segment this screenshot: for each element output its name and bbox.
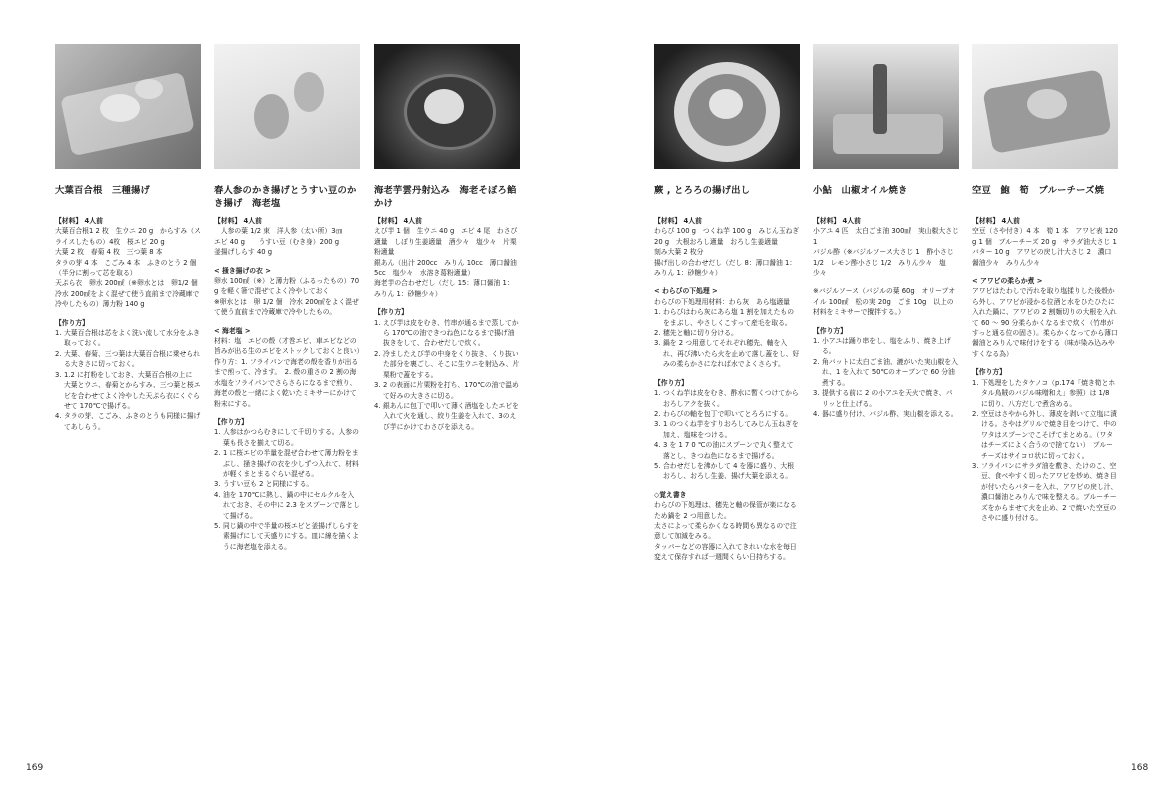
recipe-column-5 (813, 44, 959, 419)
section-heading: ◇覚え書き (654, 490, 687, 499)
step-item: 3. 提供する前に 2 の小アユを天火で焼き、パリッと仕上げる。 (813, 389, 953, 408)
left-page (0, 0, 586, 794)
recipe-section (813, 286, 959, 317)
recipe-photo (374, 44, 520, 169)
step-text: 1 のつくね芋をすりおろしてみじん玉ねぎを加え、塩味をつける。 (663, 420, 799, 439)
step-text: 1 に桜エビの半量を混ぜ合わせて薄力粉をまぶし、掻き揚げの衣を少しずつ入れて、材料が軽くまとまるぐらい混ぜる。 (223, 449, 359, 478)
step-item: 1. えび芋は皮をむき、竹串が通るまで蒸してから 170℃の油できつね色になるまで揚げ油抜きをして、合わせだしで炊く。 (374, 318, 519, 348)
text-line: 太さによって柔らかくなる時間も異なるので注意して加減をみる。 (654, 521, 797, 541)
step-item: 4. 油を 170℃に熱し、鍋の中にセルクルを入れておき、その中に 2.3 をスプーンで落として揚げる。 (214, 490, 360, 520)
recipe-section (374, 307, 520, 432)
recipe-section (214, 326, 364, 409)
step-text: 合わせだしを沸かして 4 を器に盛り、大根おろし、おろし生姜、揚げ大葉を添える。 (663, 461, 794, 481)
text-line: 大葉 2 枚 春菊 4 枚 三つ葉 8 本 (55, 248, 163, 257)
text-line: わらび 100 g つくね芋 100 g みじん玉ねぎ 20 g 大根おろし適量 おろし生姜適量 (654, 227, 802, 246)
step-text: 冷ましたえび芋の中身をくり抜き、くり抜いた部分を裏ごし、そこに生ウニを射込み、片栗粉で蓋をする。 (383, 349, 520, 379)
section-heading: 【材料】 4人前 (374, 217, 422, 225)
recipe-section (214, 216, 360, 258)
recipe-photo (813, 44, 959, 169)
step-text: わらびはわら灰にあら塩 1 割を加えたものをまぶし、やさしくこすって産毛を取る。 (663, 308, 794, 327)
recipe-section (813, 216, 959, 278)
step-item: 1. つくね芋は皮をむき、酢水に暫くつけてからおろしアクを抜く。 (654, 389, 799, 408)
step-item: 2. 大葉、春菊、三つ葉は大葉百合根に乗せられる大きさに切っておく。 (55, 349, 200, 369)
section-heading: 【作り方】 (374, 308, 408, 317)
recipe-section (55, 216, 205, 310)
section-heading: < 掻き揚げの衣 > (214, 266, 271, 275)
step-text: 2 の表面に片栗粉を打ち、170℃の油で温めて好みの大きさに切る。 (383, 381, 519, 400)
section-heading: 【材料】 4人前 (813, 217, 861, 225)
step-text: 穂先と軸に切り分ける。 (663, 329, 738, 338)
step-list (374, 318, 520, 432)
section-heading: 【作り方】 (813, 326, 847, 335)
recipe-section (972, 367, 1118, 523)
step-text: えび芋は皮をむき、竹串が通るまで蒸してから 170℃の油できつね色になるまで揚げ油抜きをして、合わせだしで炊く。 (383, 318, 519, 348)
page-number-left: 169 (26, 763, 44, 773)
recipe-section (374, 216, 520, 299)
step-item: 3. 1 のつくね芋をすりおろしてみじん玉ねぎを加え、塩味をつける。 (654, 420, 799, 439)
recipe-section (654, 490, 800, 563)
text-line: わらびの下処理用材料：わら灰 あら塩適量 (654, 297, 790, 306)
text-line: エビ 40 g うすい豆（むき身）200 g (214, 237, 340, 246)
page-number-right: 168 (1131, 763, 1149, 773)
step-list (813, 336, 959, 419)
section-heading: 【材料】 4人前 (214, 217, 262, 225)
text-line: わらびの下処理は、穂先と軸の保管が楽になるため鍋を 2 つ用意した。 (654, 501, 797, 520)
step-list (654, 388, 800, 482)
recipe-body (55, 216, 205, 432)
step-item: 2. わらびの軸を包丁で叩いてとろろにする。 (654, 409, 793, 418)
text-line: タラの芽 4 本 こごみ 4 本 ふきのとう 2 個（半分に割って芯を取る） (55, 258, 197, 278)
step-item: 2. 冷ましたえび芋の中身をくり抜き、くり抜いた部分を裏ごし、そこに生ウニを射込み、片栗粉で蓋をする。 (374, 349, 520, 379)
step-list (972, 378, 1118, 524)
recipe-body (813, 216, 959, 419)
step-text: 1.2 に打粉をしておき、大葉百合根の上に 大葉とウニ、春菊とからすみ、三つ葉と桜エビを合わせてよく冷やした天ぷら衣にくぐらせて 170℃で揚げる。 (64, 370, 201, 410)
recipe-section (972, 216, 1118, 268)
section-heading: 【作り方】 (55, 318, 89, 327)
step-item: 2. 穂先と軸に切り分ける。 (654, 329, 738, 338)
recipe-column-3 (374, 44, 520, 432)
recipe-section (972, 276, 1118, 359)
step-text: 器に盛り付け、バジル酢、実山椒を添える。 (822, 409, 958, 418)
recipe-title: 大葉百合根 三種揚げ (55, 185, 150, 196)
section-heading: < 海老塩 > (214, 326, 251, 335)
step-text: 角バットに太白ごま油、漉がいた実山椒を入れ、1 を入れて 50℃のオーブンで 60 分油煮する。 (822, 357, 958, 387)
recipe-title: 蕨 , とろろの揚げ出し (654, 185, 751, 196)
section-heading: 【材料】 4人前 (55, 217, 103, 225)
text-line: 天ぷら衣 卵水 200㎖（※卵水とは 卵1/2 個 冷水 200㎖をよく混ぜて使う直前まで冷蔵庫で冷やしたもの）薄力粉 140 g (55, 279, 205, 309)
section-heading: < アワビの柔らか煮 > (972, 277, 1043, 286)
recipe-body (374, 216, 520, 432)
step-text: 油を 170℃に熱し、鍋の中にセルクルを入れておき、その中に 2.3 をスプーンで落として揚げる。 (223, 490, 360, 520)
text-line: 大葉百合根1 2 枚 生ウニ 20 g からすみ（スライスしたもの）4枚 桜エビ 20 g (55, 227, 201, 246)
section-heading: 【作り方】 (214, 417, 248, 426)
step-item: 3. 2 の表面に片栗粉を打ち、170℃の油で温めて好みの大きさに切る。 (374, 381, 519, 400)
recipe-body (654, 216, 800, 563)
step-text: フライパンにサラダ油を敷き、たけのこ、空豆、食べやすく切ったアワビを炒め、焼き目が付いたらバターを入れ、アワビの戻し汁、濃口醤油とみりんで味を整える。ブルーチーズをからませて火を止め、2 で焼いた空豆のさやに盛り付ける。 (981, 461, 1118, 522)
text-line: 小アユ 4 匹 太白ごま油 300㎖ 実山椒大さじ 1 (813, 227, 961, 246)
step-item: 4. タラの芽、こごみ、ふきのとうも同様に揚げてあしらう。 (55, 412, 201, 431)
step-text: タラの芽、こごみ、ふきのとうも同様に揚げてあしらう。 (64, 412, 201, 431)
recipe-photo (972, 44, 1118, 169)
step-text: わらびの軸を包丁で叩いてとろろにする。 (663, 409, 793, 418)
section-heading: 【材料】 4人前 (654, 217, 702, 225)
step-text: つくね芋は皮をむき、酢水に暫くつけてからおろしアクを抜く。 (663, 389, 799, 408)
section-heading: 【材料】 4人前 (972, 217, 1020, 225)
text-line: 卵水 100㎖（※）と薄力粉（ふるったもの）70 g を軽く箸で混ぜてよく冷やしておく (214, 277, 362, 296)
step-item: 1. 人参はかつらむきにして千切りする。人参の葉も長さを揃えて切る。 (214, 428, 359, 447)
step-item: 1. 下処理をしたタケノコ（p.174「焼き筍とホタル烏賊のバジル味噌和え」参照）は 1/8 に切り、八方だしで煮含める。 (972, 378, 1116, 408)
text-line: アワビはたわしで汚れを取り塩揉りした後殻から外し、アワビが浸かる位酒と水をひたひたに入れた鍋に、アワビの 2 割麺切りの大根を入れて 60 ～ 90 分柔らかくなるまで炊く（竹串がすっと通る位の固さ）。柔らかくなってから薄口醤油とみりんで味付けをする（味が染み込みやすくなる為） (972, 287, 1118, 358)
text-line: 揚げ出しの合わせだし（だし 8：薄口醤油 1：みりん 1：砂糖少々） (654, 258, 797, 278)
text-line: 釜揚げしらす 40 g (214, 248, 273, 257)
recipe-body (972, 216, 1118, 523)
recipe-section (214, 266, 360, 318)
text-line: ※卵水とは 卵 1/2 個 冷水 200㎖をよく混ぜて使う直前まで冷蔵庫で冷やしたもの。 (214, 297, 359, 317)
step-item: 3. 鍋を 2 つ用意してそれぞれ穂先、軸を入れ、再び沸いたら火を止めて落し蓋をし、好みの柔らかさになれば水でよくさらす。 (654, 339, 800, 369)
step-text: うすい豆も 2 と同様にする。 (223, 480, 314, 489)
step-text: 空豆はさやから外し、薄皮を剥いて立塩に漬ける。さやはグリルで焼き目をつけて、中のワタはスプーンでこそげてまとめる。（ワタはチーズによく合うので捨てない） ブルーチーズはサイコロ状に切っておく。 (981, 409, 1117, 460)
step-item: 3. フライパンにサラダ油を敷き、たけのこ、空豆、食べやすく切ったアワビを炒め、焼き目が付いたらバターを入れ、アワビの戻し汁、濃口醤油とみりんで味を整える。ブルーチーズをからませて火を止め、2 で焼いた空豆のさやに盛り付ける。 (972, 461, 1118, 522)
recipe-body (214, 216, 364, 552)
recipe-photo (654, 44, 800, 169)
text-line: 空豆（さや付き）4 本 筍 1 本 アワビ表 120 g 1 個 ブルーチーズ 20 g サラダ油大さじ 1 (972, 227, 1120, 246)
step-item: 3. 1.2 に打粉をしておき、大葉百合根の上に 大葉とウニ、春菊とからすみ、三つ葉と桜エビを合わせてよく冷やした天ぷら衣にくぐらせて 170℃で揚げる。 (55, 370, 201, 410)
step-text: 下処理をしたタケノコ（p.174「焼き筍とホタル烏賊のバジル味噌和え」参照）は 1/8 に切り、八方だしで煮含める。 (981, 378, 1116, 408)
step-item: 1. わらびはわら灰にあら塩 1 割を加えたものをまぶし、やさしくこすって産毛を取る。 (654, 308, 794, 327)
recipe-photo (55, 44, 201, 169)
step-item: 4. 3 を 1 7 0 ℃の油にスプーンで丸く整えて落とし、きつね色になるまで揚げる。 (654, 441, 794, 460)
text-line: 銀あん（出汁 200cc みりん 10cc 薄口醤油 5cc 塩少々 水溶き葛粉適量） (374, 258, 520, 278)
text-line: タッパーなどの容器に入れてきれいな水を毎日変えて保存すれば一週間くらい日持ちする。 (654, 542, 797, 562)
recipe-column-1 (55, 44, 205, 432)
step-list (214, 427, 360, 552)
step-item: 2. 空豆はさやから外し、薄皮を剥いて立塩に漬ける。さやはグリルで焼き目をつけて、中のワタはスプーンでこそげてまとめる。（ワタはチーズによく合うので捨てない） ブルーチーズはサイコロ状に切っておく。 (972, 409, 1117, 460)
section-heading: 【作り方】 (654, 378, 688, 387)
recipe-column-4 (654, 44, 800, 563)
text-line: 海老芋の合わせだし（だし 15：薄口醤油 1：みりん 1：砂糖少々） (374, 279, 514, 298)
step-item: 5. 合わせだしを沸かして 4 を器に盛り、大根おろし、おろし生姜、揚げ大葉を添える。 (654, 461, 794, 481)
step-item: 2. 角バットに太白ごま油、漉がいた実山椒を入れ、1 を入れて 50℃のオーブンで 60 分油煮する。 (813, 357, 958, 387)
step-item: 3. うすい豆も 2 と同様にする。 (214, 480, 314, 489)
recipe-title: 小鮎 山椒オイル焼き (813, 185, 908, 196)
text-line: 作り方：1. フライパンで海老の殻を香りが出るまで煎って、冷ます。 2. 殻の重さの 2 割の海水塩をフライパンでさらさらになるまで煎り、海老の殻と一緒によく乾いたミキサーにかけて粉末にする。 (214, 357, 359, 408)
step-text: 大葉百合根は芯をよく洗い流して水分をふき取っておく。 (64, 329, 200, 348)
recipe-title: 空豆 鮑 筍 ブルーチーズ焼 (972, 185, 1105, 196)
recipe-column-6 (972, 44, 1118, 523)
step-text: 大葉、春菊、三つ葉は大葉百合根に乗せられる大きさに切っておく。 (64, 349, 200, 369)
step-item: 4. 器に盛り付け、バジル酢、実山椒を添える。 (813, 409, 958, 418)
recipe-column-2 (214, 44, 364, 552)
step-list (654, 307, 800, 369)
section-heading: 【作り方】 (972, 368, 1006, 377)
recipe-section (214, 417, 360, 552)
text-line: バター 10 g アワビの戻し汁大さじ 2 濃口醤油少々 みりん少々 (972, 248, 1112, 267)
step-text: 小アユは踊り串をし、塩をふり、焼き上げる。 (822, 337, 951, 356)
text-line: 材料：塩 エビの殻（才巻エビ、車エビなどの旨みが出る生のエビをストックしておくと良い） (214, 337, 364, 356)
step-item: 1. 小アユは踊り串をし、塩をふり、焼き上げる。 (813, 337, 951, 356)
text-line: 人参の葉 1/2 束 洋人参（太い所）3㎝ (214, 227, 343, 236)
text-line: ※バジルソース（バジルの葉 60g オリーブオイル 100㎖ 松の実 20g ごま 10g 以上の材料をミキサーで攪拌する。） (813, 287, 956, 317)
recipe-photo (214, 44, 360, 169)
recipe-title: 春人参のかき揚げとうすい豆のかき揚げ 海老塩 (214, 185, 357, 209)
step-list (55, 328, 201, 432)
recipe-section (813, 326, 959, 420)
right-page (587, 0, 1173, 794)
recipe-section (654, 378, 800, 482)
step-item: 5. 同じ鍋の中で半量の桜エビと釜揚げしらすを素揚げにして天盛りにする。皿に線を描くように海老塩を添える。 (214, 521, 359, 551)
text-line: バジル酢（※バジルソース大さじ 1 酢小さじ 1/2 レモン酢小さじ 1/2 みりん少々 塩少々 (813, 248, 956, 278)
recipe-section (654, 216, 800, 278)
step-text: 同じ鍋の中で半量の桜エビと釜揚げしらすを素揚げにして天盛りにする。皿に線を描くように海老塩を添える。 (223, 521, 359, 551)
step-text: 提供する前に 2 の小アユを天火で焼き、パリッと仕上げる。 (822, 389, 953, 408)
recipe-section (654, 286, 800, 369)
text-line: えび芋 1 個 生ウニ 40 g エビ 4 尾 わさび適量 しぼり生姜適量 酒少々 塩少々 片栗粉適量 (374, 227, 518, 257)
step-text: 3 を 1 7 0 ℃の油にスプーンで丸く整えて落とし、きつね色になるまで揚げる。 (663, 441, 794, 460)
step-text: 人参はかつらむきにして千切りする。人参の葉も長さを揃えて切る。 (223, 428, 359, 447)
section-heading: < わらびの下処理 > (654, 287, 718, 296)
step-text: 銀あんに包丁で叩いて薄く酒塩をしたエビを入れて火を通し、絞り生姜を入れて、3のえび芋にかけてわさびを添える。 (383, 401, 519, 431)
step-text: 鍋を 2 つ用意してそれぞれ穂先、軸を入れ、再び沸いたら火を止めて落し蓋をし、好みの柔らかさになれば水でよくさらす。 (663, 339, 800, 369)
recipe-section (55, 318, 201, 432)
step-item: 4. 銀あんに包丁で叩いて薄く酒塩をしたエビを入れて火を通し、絞り生姜を入れて、3のえび芋にかけてわさびを添える。 (374, 401, 519, 431)
recipe-title: 海老芋雲丹射込み 海老そぼろ餡かけ (374, 185, 517, 209)
step-item: 1. 大葉百合根は芯をよく洗い流して水分をふき取っておく。 (55, 329, 200, 348)
text-line: 刻み大葉 2 枚分 (654, 248, 704, 257)
step-item: 2. 1 に桜エビの半量を混ぜ合わせて薄力粉をまぶし、掻き揚げの衣を少しずつ入れて、材料が軽くまとまるぐらい混ぜる。 (214, 449, 359, 478)
